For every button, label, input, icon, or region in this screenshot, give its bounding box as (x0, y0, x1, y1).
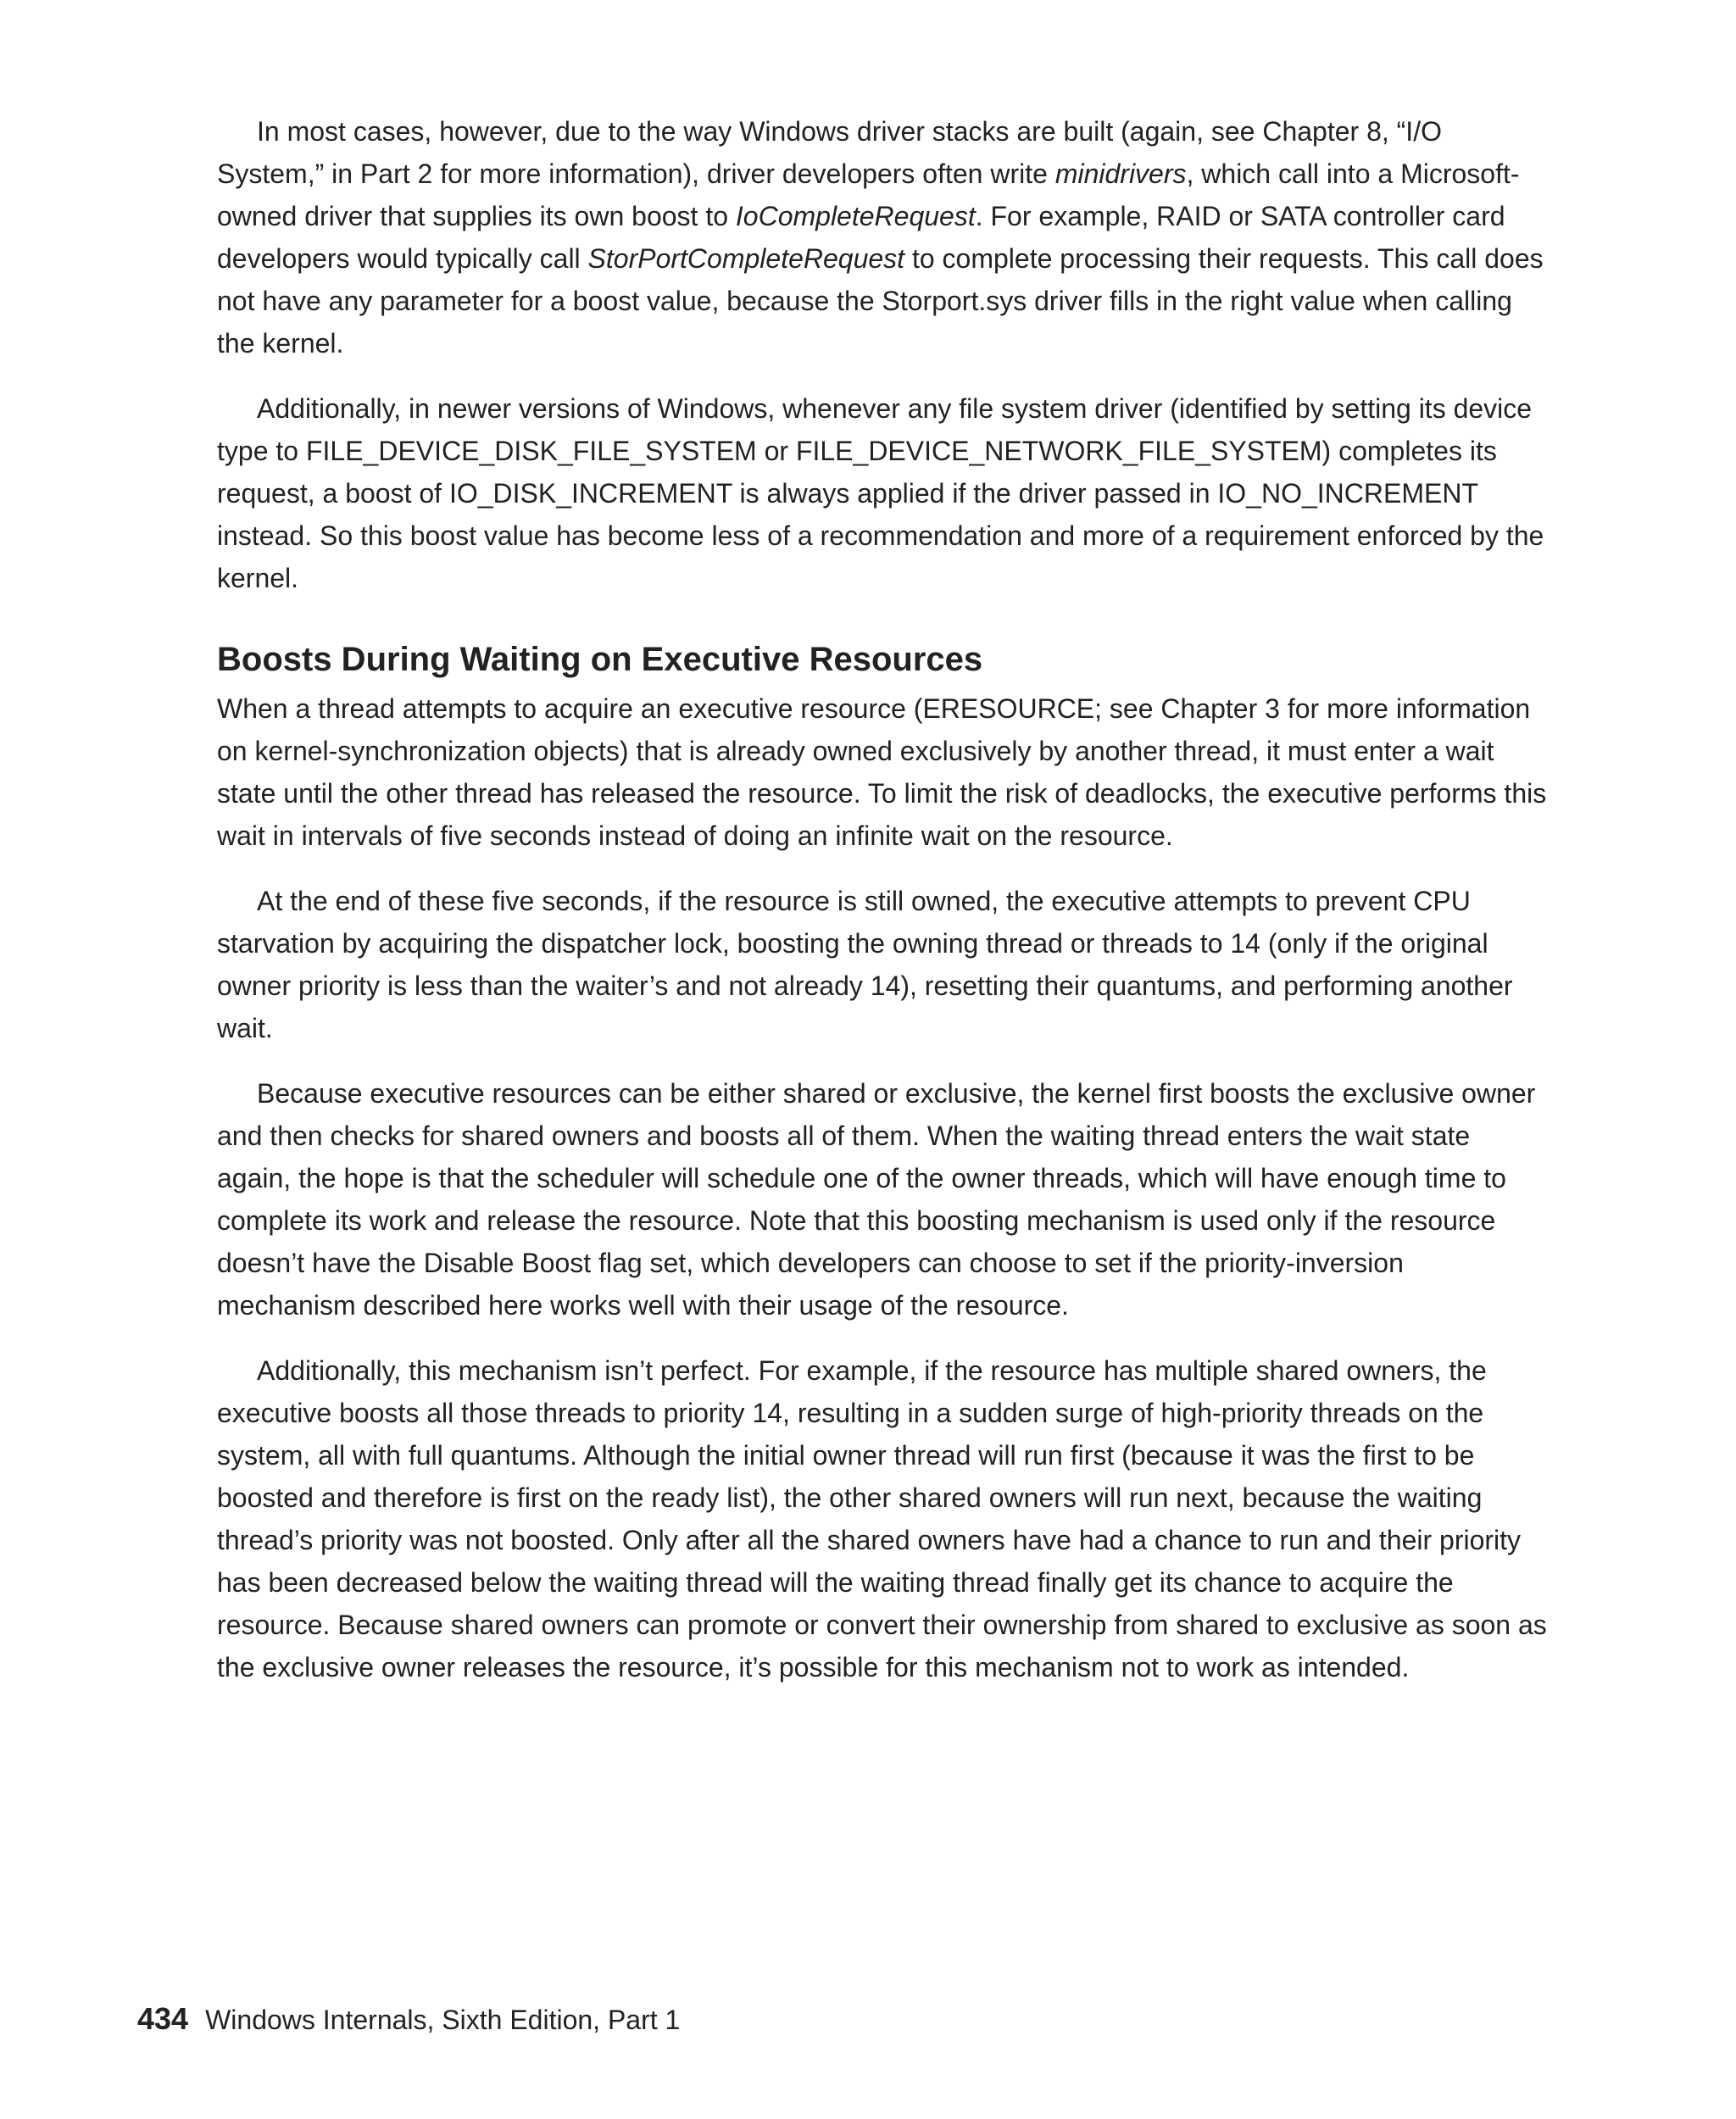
paragraph-eresource-wait: When a thread attempts to acquire an executive resource (ERESOURCE; see Chapter 3 for more information on kernel-synchronization objects) that is already owned exclusively by another thread, it must enter a wait state until the other thread has released the resource. To limit the risk of deadlocks, the executive performs this wait in intervals of five seconds instead of doing an infinite wait on the resource. (217, 693, 1547, 851)
emphasis-minidrivers: minidrivers (1054, 159, 1187, 189)
page-body (217, 110, 1548, 1711)
paragraph-text: . For example, RAID or SATA controller card developers would typically call (217, 201, 1505, 274)
emphasis-storportcompleterequest: StorPortCompleteRequest (587, 243, 905, 274)
book-title: Windows Internals, Sixth Edition, Part 1 (205, 2005, 681, 2035)
emphasis-iocompleterequest: IoCompleteRequest (735, 201, 976, 231)
paragraph-shared-exclusive: Because executive resources can be either shared or exclusive, the kernel first boosts the exclusive owner and then checks for shared owners and boosts all of them. When the waiting thread enters the wait state again, the hope is that the scheduler will schedule one of the owner threads, which will have enough time to complete its work and release the resource. Note that this boosting mechanism is used only if the resource doesn’t have the Disable Boost flag set, which developers can choose to set if the priority-inversion mechanism described here works well with their usage of the resource. (217, 1078, 1536, 1321)
paragraph-text: , which call into a Microsoft-owned driver that supplies its own boost to (217, 159, 1520, 231)
paragraph-cpu-starvation: At the end of these five seconds, if the resource is still owned, the executive attempts to prevent CPU starvation by acquiring the dispatcher lock, boosting the owning thread or threads to 14 (only if the original owner priority is less than the waiter’s and not already 14), resetting their quantums, and performing another wait. (217, 886, 1513, 1043)
page-footer (137, 2002, 680, 2037)
paragraph-minidrivers (217, 110, 1548, 364)
page-number: 434 (137, 2001, 189, 2036)
paragraph-text: to complete processing their requests. This call does not have any parameter for a boost value, because the Storport.sys driver fills in the right value when calling the kernel. (217, 243, 1544, 359)
paragraph-text: In most cases, however, due to the way Windows driver stacks are built (again, see Chapter 8, “I/O System,” in Part 2 for more information), driver developers often write (217, 116, 1442, 189)
section-heading: Boosts During Waiting on Executive Resources (217, 641, 983, 678)
paragraph-file-system-boost: Additionally, in newer versions of Windows, whenever any file system driver (identified by setting its device type to FILE_DEVICE_DISK_FILE_SYSTEM or FILE_DEVICE_NETWORK_FILE_SYSTEM) completes its request, a boost of IO_DISK_INCREMENT is always applied if the driver passed in IO_NO_INCREMENT instead. So this boost value has become less of a recommendation and more of a requirement enforced by the kernel. (217, 393, 1544, 593)
paragraph-not-perfect: Additionally, this mechanism isn’t perfect. For example, if the resource has multiple shared owners, the executive boosts all those threads to priority 14, resulting in a sudden surge of high-priority threads on the system, all with full quantums. Although the initial owner thread will run first (because it was the first to be boosted and therefore is first on the ready list), the other shared owners will run next, because the waiting thread’s priority was not boosted. Only after all the shared owners have had a chance to run and their priority has been decreased below the waiting thread will the waiting thread finally get its chance to acquire the resource. Because shared owners can promote or convert their ownership from shared to exclusive as soon as the exclusive owner releases the resource, it’s possible for this mechanism not to work as intended. (217, 1355, 1547, 1682)
